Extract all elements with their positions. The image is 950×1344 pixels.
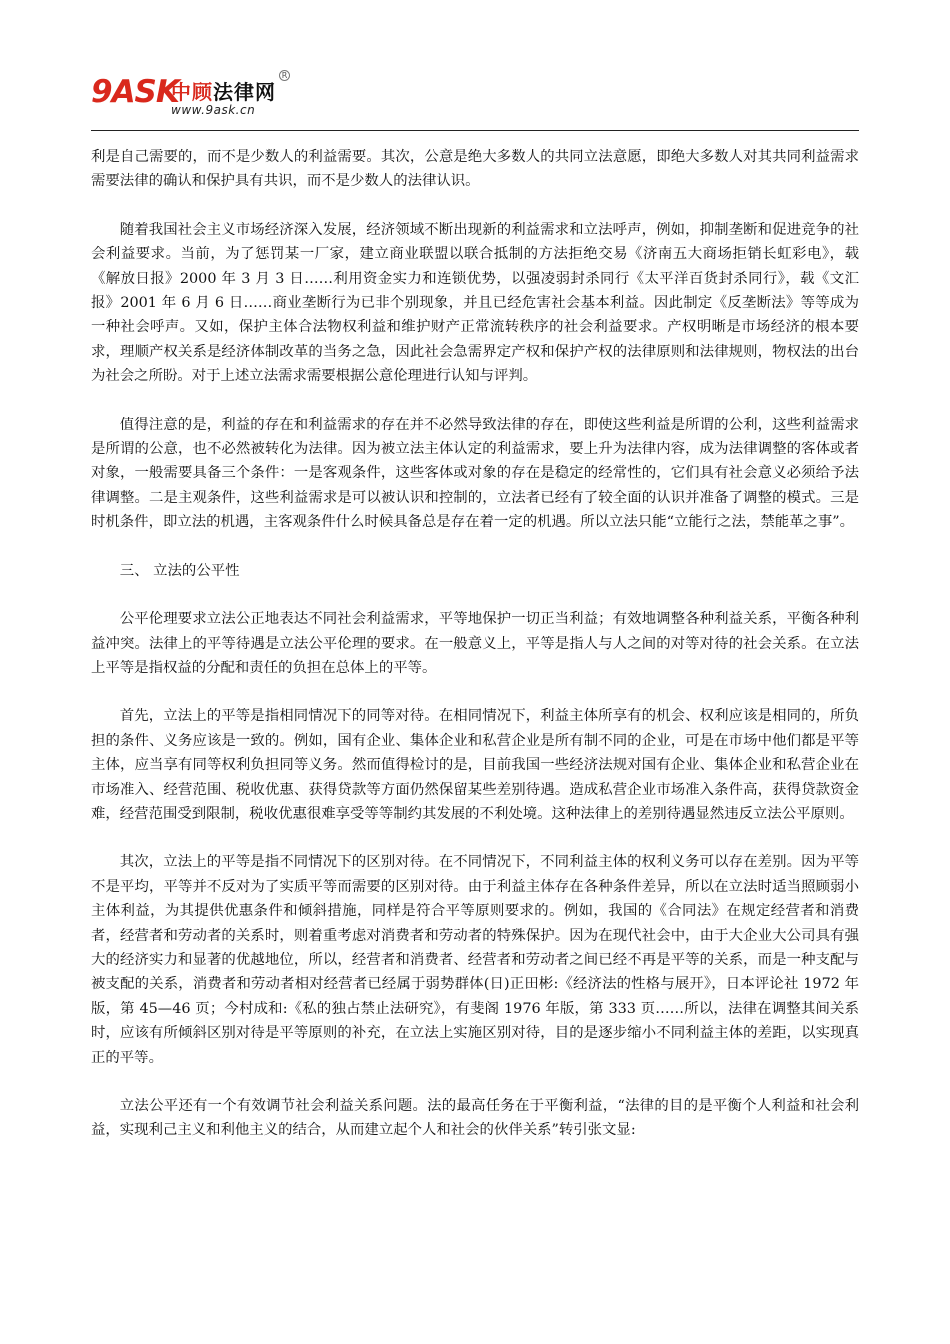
registered-mark-icon: R: [279, 70, 290, 81]
paragraph-2: 随着我国社会主义市场经济深入发展，经济领域不断出现新的利益需求和立法呼声，例如，抑制垄断和促进竞争的社会利益要求。当前，为了惩罚某一厂家，建立商业联盟以联合抵制的方法拒绝交易《济南五大商场拒销长虹彩电》，载《解放日报》2000 年 3 月 3 日……利用资金实力和连锁优势，以强凌弱封杀同行《太平洋百货封杀同行》，载《文汇报》2001 年 6 月 6 日……商业垄断行为已非个别现象，并且已经危害社会基本利益。因此制定《反垄断法》等等成为一种社会呼声。又如，保护主体合法物权利益和维护财产正常流转秩序的社会利益要求。产权明晰是市场经济的根本要求，理顺产权关系是经济体制改革的当务之急，因此社会急需界定产权和保护产权的法律原则和法律规则，物权法的出台为社会之所盼。对于上述立法需求需要根据公意伦理进行认知与评判。: [91, 221, 859, 385]
paragraph-3: 值得注意的是，利益的存在和利益需求的存在并不必然导致法律的存在，即使这些利益是所谓的公利，这些利益需求是所谓的公意，也不必然被转化为法律。因为被立法主体认定的利益需求，要上升为法律内容，成为法律调整的客体或者对象，一般需要具备三个条件：一是客观条件，这些客体或对象的存在是稳定的经常性的，它们具有社会意义必须给予法律调整。二是主观条件，这些利益需求是可以被认识和控制的，立法者已经有了较全面的认识并准备了调整的模式。三是时机条件，即立法的机遇，主客观条件什么时候具备总是存在着一定的机遇。所以立法只能“立能行之法，禁能革之事”。: [91, 416, 859, 531]
document-body: [91, 145, 859, 1167]
paragraph-1: 利是自己需要的，而不是少数人的利益需要。其次，公意是绝大多数人的共同立法意愿，即绝大多数人对其共同利益需求需要法律的确认和保护具有共识，而不是少数人的法律认识。: [91, 149, 859, 190]
logo-title-part2: 法律网: [213, 80, 276, 104]
logo-title-part1: 中顾: [171, 80, 213, 104]
paragraph-7: 立法公平还有一个有效调节社会利益关系问题。法的最高任务在于平衡利益，“法律的目的是平衡个人利益和社会利益，实现利己主义和利他主义的结合，从而建立起个人和社会的伙伴关系”转引张文显:: [91, 1098, 859, 1139]
logo-title: [171, 76, 276, 105]
logo-mark: 9ASK: [91, 74, 179, 110]
logo-url: www.9ask.cn: [171, 103, 256, 117]
header-divider: [91, 130, 859, 131]
paragraph-5: 首先，立法上的平等是指相同情况下的同等对待。在相同情况下，利益主体所享有的机会、权利应该是相同的，所负担的条件、义务应该是一致的。例如，国有企业、集体企业和私营企业是所有制不同的企业，可是在市场中他们都是平等主体，应当享有同等权利负担同等义务。然而值得检讨的是，目前我国一些经济法规对国有企业、集体企业和私营企业在市场准入、经营范围、税收优惠、获得贷款等方面仍然保留某些差别待遇。造成私营企业市场准入条件高，获得贷款资金难，经营范围受到限制，税收优惠很难享受等等制约其发展的不利处境。这种法律上的差别待遇显然违反立法公平原则。: [91, 708, 859, 822]
section-heading: 三、 立法的公平性: [119, 562, 240, 579]
paragraph-6: 其次，立法上的平等是指不同情况下的区别对待。在不同情况下，不同利益主体的权利义务可以存在差别。因为平等不是平均，平等并不反对为了实质平等而需要的区别对待。由于利益主体存在各种条件差异，所以在立法时适当照顾弱小主体利益，为其提供优惠条件和倾斜措施，同样是符合平等原则要求的。例如，我国的《合同法》在规定经营者和消费者，经营者和劳动者的关系时，则着重考虑对消费者和劳动者的特殊保护。因为在现代社会中，由于大企业大公司具有强大的经济实力和显著的优越地位，所以，经营者和消费者、经营者和劳动者之间已经不再是平等的关系，而是一种支配与被支配的关系，消费者和劳动者相对经营者已经属于弱势群体(日)正田彬:《经济法的性格与展开》，日本评论社 1972 年版，第 45—46 页；今村成和:《私的独占禁止法研究》，有斐阁 1976 年版，第 333 页……所以，法律在调整其间关系时，应该有所倾斜区别对待是平等原则的补充，在立法上实施区别对待，目的是逐步缩小不同利益主体的差距，以实现真正的平等。: [91, 854, 859, 1066]
page-header: [91, 70, 859, 132]
paragraph-4: 公平伦理要求立法公正地表达不同社会利益需求，平等地保护一切正当利益；有效地调整各种利益关系，平衡各种利益冲突。法律上的平等待遇是立法公平伦理的要求。在一般意义上，平等是指人与人之间的对等对待的社会关系。在立法上平等是指权益的分配和责任的负担在总体上的平等。: [91, 611, 859, 676]
